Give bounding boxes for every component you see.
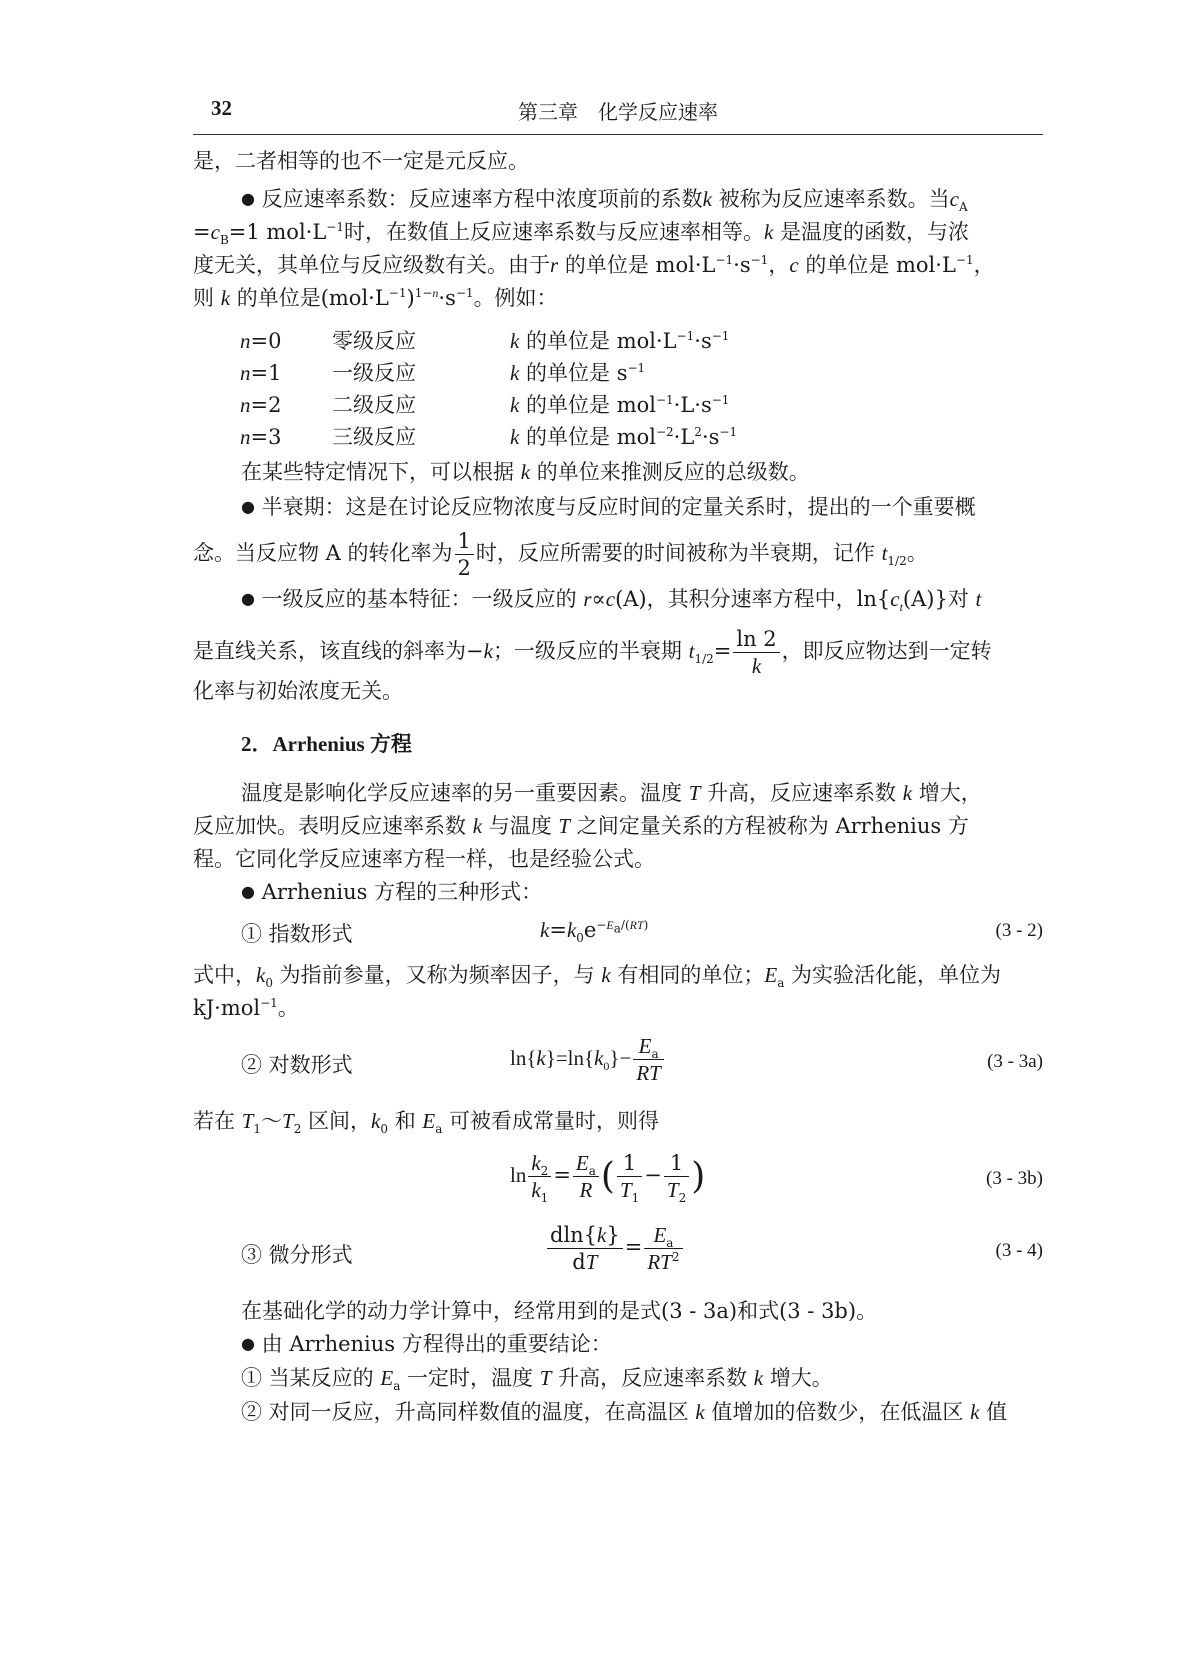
page-number: 32 [211, 96, 232, 120]
equation-3-3a: $\ln\{k\}=\ln\{k_0\}-$ $\frac{E_a}{RT}$ [510, 1033, 666, 1086]
order-unit: k 的单位是 $mol^{-1}\cdot L\cdot s^{-1}$ [510, 393, 730, 417]
paragraph-line: 是直线关系，该直线的斜率为−k；一级反应的半衰期 $t_{1/2}=$ $\frac{\ln 2}{k}$ ，即反应物达到一定转 [193, 627, 992, 678]
order-name: 二级反应 [332, 393, 416, 417]
paragraph-line: ② 对同一反应，升高同样数值的温度，在高温区 k 值增加的倍数少，在低温区 k 值 [241, 1400, 1008, 1424]
equation-label: ① 指数形式 [241, 922, 353, 946]
bullet-icon: ● [241, 882, 255, 901]
order-name: 一级反应 [332, 361, 416, 385]
equation-3-4: $\frac{dln\{k\}}{dT}$ = $\frac{E_a}{RT^2}$ [545, 1222, 685, 1275]
paragraph-line: kJ·mol$^{-1}$。 [193, 996, 299, 1020]
paragraph-line: 则 k 的单位是$(mol\cdot L^{-1})^{1-n}\cdot s^{-1}$。例如： [193, 286, 558, 310]
order-n: n=3 [240, 425, 282, 449]
paragraph-line: ● 由 Arrhenius 方程得出的重要结论： [241, 1332, 612, 1356]
equation-3-2: $k=k_0e^{-E_a/(RT)}$ [540, 918, 649, 946]
paragraph-line: 若在 $T_1\sim T_2$ 区间，$k_0$ 和 $E_a$ 可被看成常量时，则得 [193, 1109, 660, 1137]
paragraph-line: ● 反应速率系数：反应速率方程中浓度项前的系数k 被称为反应速率系数。当$c_A$ [241, 187, 968, 215]
paragraph-line: $=c_B=1$ $mol\cdot L^{-1}$时，在数值上反应速率系数与反应速率相等。k 是温度的函数，与浓 [193, 220, 970, 248]
order-n: n=0 [240, 329, 282, 353]
order-unit: k 的单位是 $s^{-1}$ [510, 361, 646, 385]
order-n: n=2 [240, 393, 282, 417]
equation-label: ② 对数形式 [241, 1053, 353, 1077]
paragraph-line: 式中，$k_0$ 为指前参量，又称为频率因子，与 k 有相同的单位；$E_a$ 为实验活化能，单位为 [193, 963, 1002, 991]
paragraph-line: ● 半衰期：这是在讨论反应物浓度与反应时间的定量关系时，提出的一个重要概 [241, 495, 976, 519]
bullet-icon: ● [241, 189, 255, 208]
equation-number: (3 - 3a) [987, 1051, 1043, 1072]
bullet-icon: ● [241, 1334, 255, 1353]
order-n: n=1 [240, 361, 282, 385]
paragraph-line: 是，二者相等的也不一定是元反应。 [193, 149, 529, 173]
section-heading: 2．Arrhenius 方程 [241, 732, 412, 756]
paragraph-line: 程。它同化学反应速率方程一样，也是经验公式。 [193, 847, 655, 871]
order-name: 三级反应 [332, 425, 416, 449]
paragraph-line: 度无关，其单位与反应级数有关。由于r 的单位是 $mol\cdot L^{-1}\cdot s^{-1}$，c 的单位是 $mol\cdot L^{-1}$， [193, 253, 995, 277]
equation-3-3b: ln $\frac{k_2}{k_1}$ = $\frac{E_a}{R}$ ( $\frac{1}{T_1}$ − $\frac{1}{T_2}$ ) [510, 1151, 706, 1206]
running-head: 第三章 化学反应速率 [518, 100, 718, 124]
order-unit: k 的单位是 $mol\cdot L^{-1}\cdot s^{-1}$ [510, 329, 730, 353]
paragraph-line: 在基础化学的动力学计算中，经常用到的是式(3 - 3a)和式(3 - 3b)。 [241, 1299, 878, 1323]
page-header [193, 96, 1043, 135]
paragraph-line: ● 一级反应的基本特征：一级反应的 r∝c(A)，其积分速率方程中，$\ln\{c_t(A)\}$对 t [241, 587, 982, 615]
bullet-icon: ● [241, 589, 255, 608]
bullet-icon: ● [241, 497, 255, 516]
paragraph-line: 温度是影响化学反应速率的另一重要因素。温度 T 升高，反应速率系数 k 增大， [241, 781, 982, 805]
order-unit: k 的单位是 $mol^{-2}\cdot L^2\cdot s^{-1}$ [510, 425, 738, 449]
paragraph-line: 在某些特定情况下，可以根据 k 的单位来推测反应的总级数。 [241, 460, 810, 484]
equation-number: (3 - 2) [995, 920, 1043, 941]
paragraph-line: 化率与初始浓度无关。 [193, 679, 403, 703]
order-name: 零级反应 [332, 329, 416, 353]
paragraph-line: ● Arrhenius 方程的三种形式： [241, 880, 543, 904]
paragraph-line: 反应加快。表明反应速率系数 k 与温度 T 之间定量关系的方程被称为 Arrhenius 方 [193, 814, 969, 838]
paragraph-line: 念。当反应物 A 的转化率为 $\frac{1}{2}$ 时，反应所需要的时间被称为半衰期，记作 $t_{1/2}$。 [193, 529, 928, 580]
paragraph-line: ① 当某反应的 $E_a$ 一定时，温度 T 升高，反应速率系数 k 增大。 [241, 1366, 833, 1394]
equation-number: (3 - 3b) [986, 1168, 1043, 1189]
equation-number: (3 - 4) [995, 1240, 1043, 1261]
equation-label: ③ 微分形式 [241, 1243, 353, 1267]
